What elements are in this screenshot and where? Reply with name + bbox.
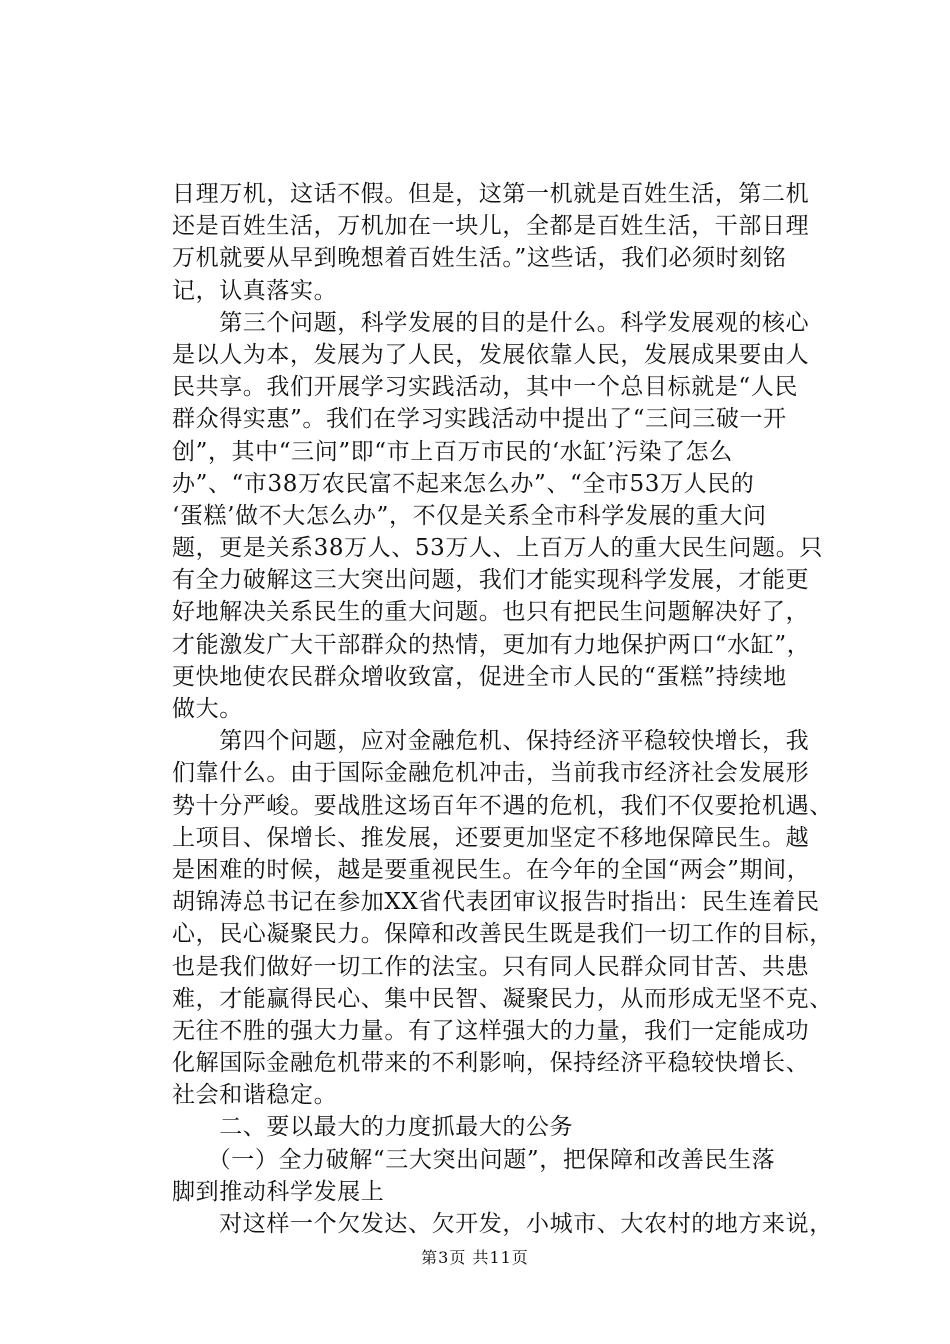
text-line: 对这样一个欠发达、欠开发，小城市、大农村的地方来说， <box>172 1211 833 1237</box>
text-line: 也是我们做好一切工作的法宝。只有同人民群众同甘苦、共患 <box>172 953 810 980</box>
text-line: 日理万机，这话不假。但是，这第一机就是百姓生活，第二机 <box>172 181 810 207</box>
text-line: 是以人为本，发展为了人民，发展依靠人民，发展成果要由人 <box>172 341 810 368</box>
document-body <box>172 178 834 1240</box>
text-line: 们靠什么。由于国际金融危机冲击，当前我市经济社会发展形 <box>172 760 810 787</box>
text-line: 题，更是关系38万人、53万人、上百万人的重大民生问题。只 <box>172 535 823 562</box>
text-line: 难，才能赢得民心、集中民智、凝聚民力，从而形成无坚不克、 <box>172 985 833 1012</box>
text-line: 无往不胜的强大力量。有了这样强大的力量，我们一定能成功 <box>172 1017 810 1044</box>
text-line: 创”，其中“三问”即“市上百万市民的‘水缸’污染了怎么 <box>172 438 733 465</box>
page-number-footer: 第3页 共11页 <box>421 1248 529 1267</box>
text-line: 群众得实惠”。我们在学习实践活动中提出了“三问三破一开 <box>172 406 787 433</box>
text-line: 好地解决关系民生的重大问题。也只有把民生问题解决好了， <box>172 599 810 626</box>
text-line: 第三个问题，科学发展的目的是什么。科学发展观的核心 <box>172 309 810 336</box>
text-line: 记，认真落实。 <box>172 277 338 304</box>
text-line: 上项目、保增长、推发展，还要更加坚定不移地保障民生。越 <box>172 824 810 851</box>
text-line: 化解国际金融危机带来的不利影响，保持经济平稳较快增长、 <box>172 1050 810 1077</box>
subsection-heading: （一）全力破解“三大突出问题”，把保障和改善民生落 <box>172 1146 776 1173</box>
text-line: 胡锦涛总书记在参加XX省代表团审议报告时指出：民生连着民 <box>172 889 820 916</box>
text-line: ‘蛋糕’做不大怎么办”，不仅是关系全市科学发展的重大问 <box>172 502 767 529</box>
text-line: 有全力破解这三大突出问题，我们才能实现科学发展，才能更 <box>172 567 810 594</box>
text-line: 民共享。我们开展学习实践活动，其中一个总目标就是“人民 <box>172 374 798 401</box>
text-line: 办”、“市38万农民富不起来怎么办”、“全市53万人民的 <box>172 470 755 497</box>
text-line: 第四个问题，应对金融危机、保持经济平稳较快增长，我 <box>172 728 810 755</box>
text-line: 势十分严峻。要战胜这场百年不遇的危机，我们不仅要抢机遇、 <box>172 792 833 819</box>
text-line: 社会和谐稳定。 <box>172 1082 338 1109</box>
text-line: 做大。 <box>172 696 243 722</box>
text-line: 还是百姓生活，万机加在一块儿，全都是百姓生活，干部日理 <box>172 213 810 240</box>
text-line: 是困难的时候，越是要重视民生。在今年的全国“两会”期间， <box>172 856 811 883</box>
subsection-heading: 脚到推动科学发展上 <box>172 1178 385 1205</box>
text-line: 心，民心凝聚民力。保障和改善民生既是我们一切工作的目标， <box>172 921 833 948</box>
text-line: 才能激发广大干部群众的热情，更加有力地保护两口“水缸”， <box>172 631 811 658</box>
section-heading: 二、要以最大的力度抓最大的公务 <box>172 1114 574 1141</box>
text-line: 万机就要从早到晚想着百姓生活。”这些话，我们必须时刻铭 <box>172 245 787 272</box>
text-line: 更快地使农民群众增收致富，促进全市人民的“蛋糕”持续地 <box>172 663 787 690</box>
